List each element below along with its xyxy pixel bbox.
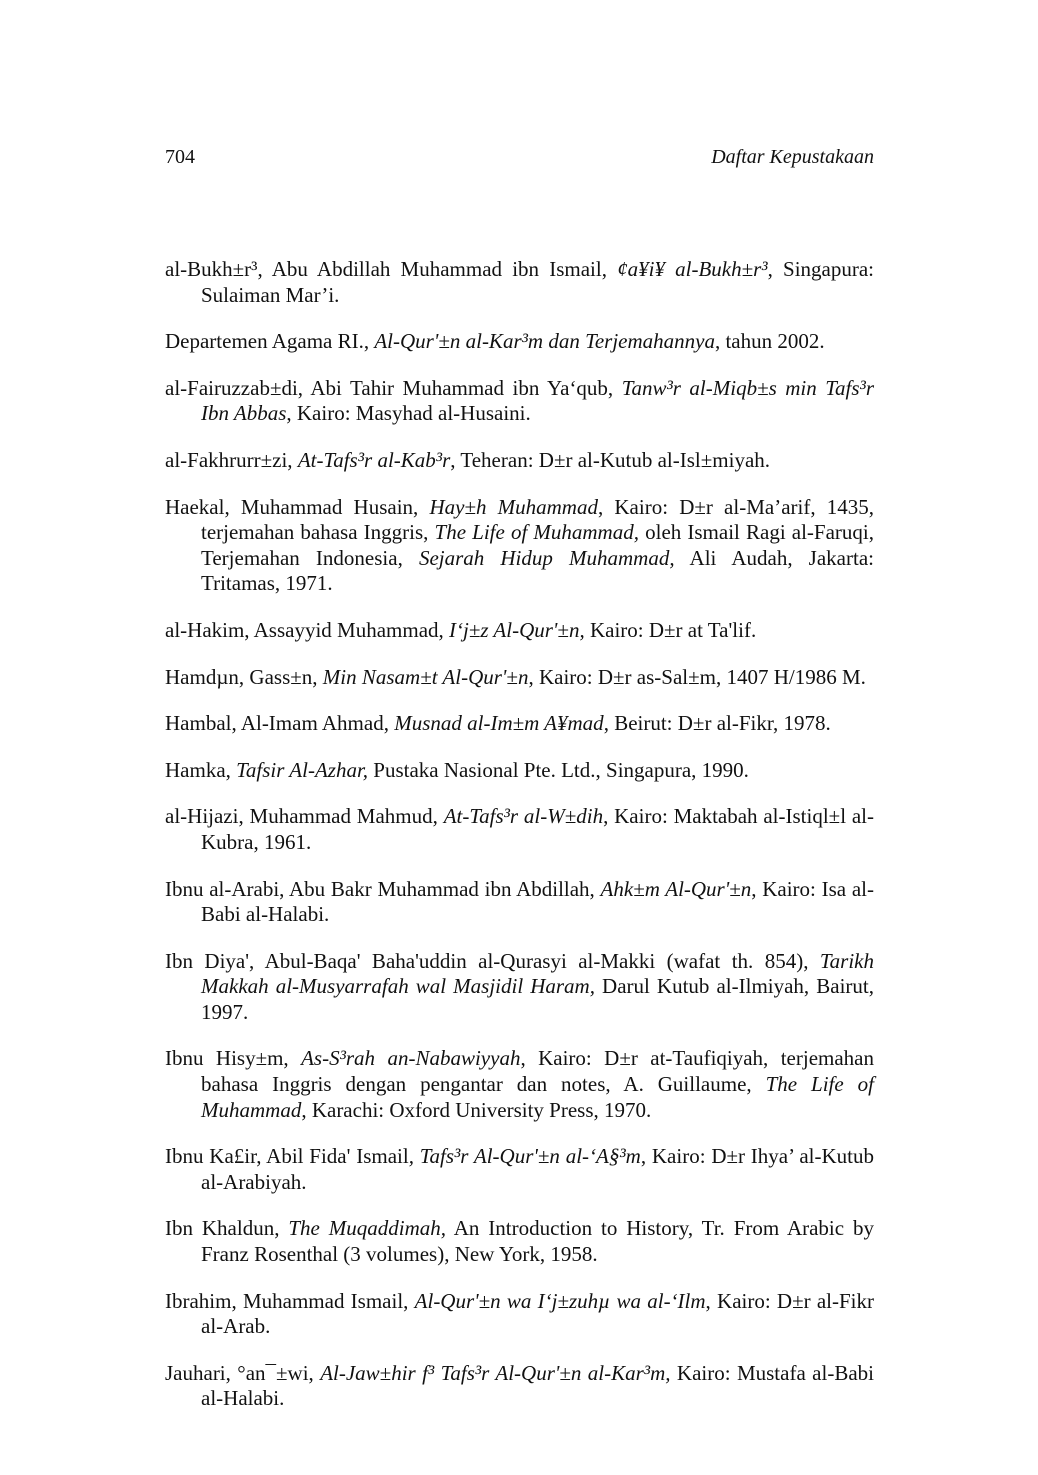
running-title: Daftar Kepustakaan: [711, 146, 874, 168]
bibliography-entry-ibrahim: Ibrahim, Muhammad Ismail, Al-Qur'±n wa I‘j±zuhµ wa al-‘Ilm, Kairo: D±r al-Fikr al-Arab.: [165, 1288, 874, 1339]
bibliography-entry-hamdun: Hamdµn, Gass±n, Min Nasam±t Al-Qur'±n, Kairo: D±r as-Sal±m, 1407 H/1986 M.: [165, 664, 866, 689]
bibliography-entry-ibnu-hisyam: Ibnu Hisy±m, As-S³rah an-Nabawiyyah, Kairo: D±r at-Taufiqiyah, terjemahan bahasa Inggris dengan pengantar dan notes, A. Guillaume, The Life of Muhammad, Karachi: Oxford University Press, 1970.: [165, 1046, 874, 1122]
bibliography-entry-al-hijazi: al-Hijazi, Muhammad Mahmud, At-Tafs³r al-W±dih, Kairo: Maktabah al-Istiql±l al-Kubra, 1961.: [165, 804, 874, 854]
bibliography-entry-al-fairuzzabadi: al-Fairuzzab±di, Abi Tahir Muhammad ibn Ya‘qub, Tanw³r al-Miqb±s min Tafs³r Ibn Abbas, Kairo: Masyhad al-Husaini.: [165, 375, 874, 426]
bibliography-entry-hambal: Hambal, Al-Imam Ahmad, Musnad al-Im±m A¥mad, Beirut: D±r al-Fikr, 1978.: [165, 711, 831, 736]
bibliography-entry-hamka: Hamka, Tafsir Al-Azhar, Pustaka Nasional Pte. Ltd., Singapura, 1990.: [165, 757, 749, 782]
bibliography-entry-ibnu-al-arabi: Ibnu al-Arabi, Abu Bakr Muhammad ibn Abdillah, Ahk±m Al-Qur'±n, Kairo: Isa al-Babi al-Halabi.: [165, 876, 874, 927]
bibliography-entry-ibn-diya: Ibn Diya', Abul-Baqa' Baha'uddin al-Qurasyi al-Makki (wafat th. 854), Tarikh Makkah al-Musyarrafah wal Masjidil Haram, Darul Kutub al-Ilmiyah, Bairut, 1997.: [165, 948, 874, 1024]
bibliography-entry-al-bukhari: al-Bukh±r³, Abu Abdillah Muhammad ibn Ismail, ¢a¥i¥ al-Bukh±r³, Singapura: Sulaiman Mar’i.: [165, 257, 875, 307]
page-header: [165, 146, 874, 172]
page-number: 704: [165, 146, 195, 168]
bibliography-entry-ibn-khaldun: Ibn Khaldun, The Muqaddimah, An Introduction to History, Tr. From Arabic by Franz Rosenthal (3 volumes), New York, 1958.: [165, 1216, 874, 1267]
bibliography-list: [165, 236, 874, 1426]
bibliography-entry-ibnu-kasir: Ibnu Ka£ir, Abil Fida' Ismail, Tafs³r Al-Qur'±n al-‘A§³m, Kairo: D±r Ihya’ al-Kutub al-Arabiyah.: [165, 1144, 875, 1194]
bibliography-entry-haekal: Haekal, Muhammad Husain, Hay±h Muhammad, Kairo: D±r al-Ma’arif, 1435, terjemahan bahasa Inggris, The Life of Muhammad, oleh Ismail Ragi al-Faruqi, Terjemahan Indonesia, Sejarah Hidup Muhammad, Ali Audah, Jakarta: Tritamas, 1971.: [165, 494, 874, 596]
bibliography-entry-al-fakhrurrazi: al-Fakhrurr±zi, At-Tafs³r al-Kab³r, Teheran: D±r al-Kutub al-Isl±miyah.: [165, 447, 771, 472]
bibliography-entry-jauhari: Jauhari, °an¯±wi, Al-Jaw±hir f³ Tafs³r Al-Qur'±n al-Kar³m, Kairo: Mustafa al-Babi al-Halabi.: [165, 1360, 874, 1411]
bibliography-entry-al-hakim: al-Hakim, Assayyid Muhammad, I‘j±z Al-Qur'±n, Kairo: D±r at Ta'lif.: [165, 617, 757, 642]
bibliography-entry-departemen-agama: Departemen Agama RI., Al-Qur'±n al-Kar³m dan Terjemahannya, tahun 2002.: [165, 329, 825, 354]
